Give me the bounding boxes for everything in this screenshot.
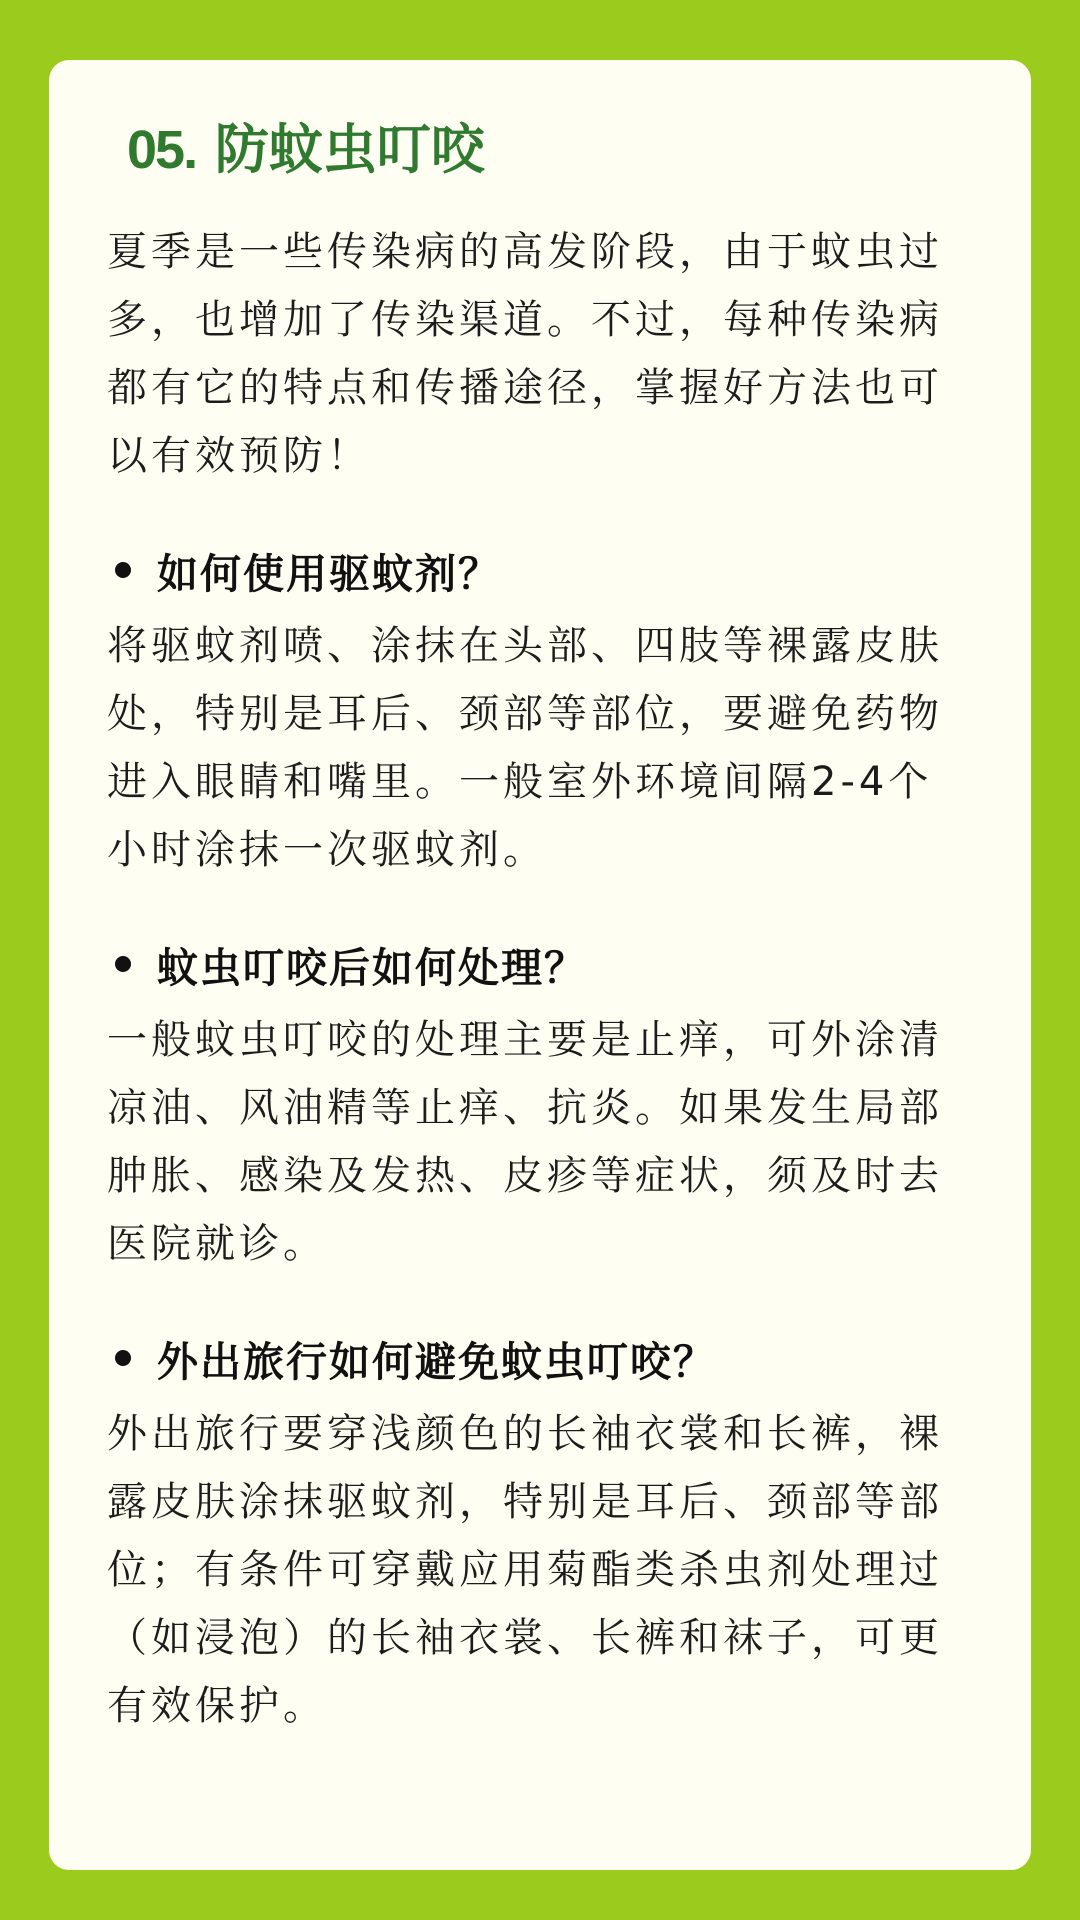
section-travel xyxy=(107,1318,976,1740)
section-after-bite xyxy=(107,924,976,1278)
section-body: 将驱蚊剂喷、涂抹在头部、四肢等裸露皮肤处，特别是耳后、颈部等部位，要避免药物进入眼睛和嘴里。一般室外环境间隔2-4个小时涂抹一次驱蚊剂。 xyxy=(107,623,943,873)
page-title xyxy=(127,110,976,190)
intro-paragraph: 夏季是一些传染病的高发阶段，由于蚊虫过多，也增加了传染渠道。不过，每种传染病都有它的特点和传播途径，掌握好方法也可以有效预防！ xyxy=(107,229,943,479)
bullet-icon xyxy=(115,562,131,578)
section-use-repellent xyxy=(107,530,976,884)
section-heading xyxy=(107,530,976,610)
title-text: 防蚊虫叮咬 xyxy=(214,118,485,181)
section-heading-text: 如何使用驱蚊剂？ xyxy=(157,549,501,598)
section-body: 外出旅行要穿浅颜色的长袖衣裳和长裤，裸露皮肤涂抹驱蚊剂，特别是耳后、颈部等部位；有条件可穿戴应用菊酯类杀虫剂处理过（如浸泡）的长袖衣裳、长裤和袜子，可更有效保护。 xyxy=(107,1411,943,1729)
section-number: 05. xyxy=(127,120,197,180)
bullet-icon xyxy=(115,956,131,972)
section-body: 一般蚊虫叮咬的处理主要是止痒，可外涂清凉油、风油精等止痒、抗炎。如果发生局部肿胀、感染及发热、皮疹等症状，须及时去医院就诊。 xyxy=(107,1017,943,1267)
bullet-icon xyxy=(115,1350,131,1366)
content-card xyxy=(49,60,1031,1870)
section-heading xyxy=(107,1318,976,1398)
section-heading xyxy=(107,924,976,1004)
section-heading-text: 蚊虫叮咬后如何处理？ xyxy=(157,943,587,992)
section-heading-text: 外出旅行如何避免蚊虫叮咬？ xyxy=(157,1337,716,1386)
